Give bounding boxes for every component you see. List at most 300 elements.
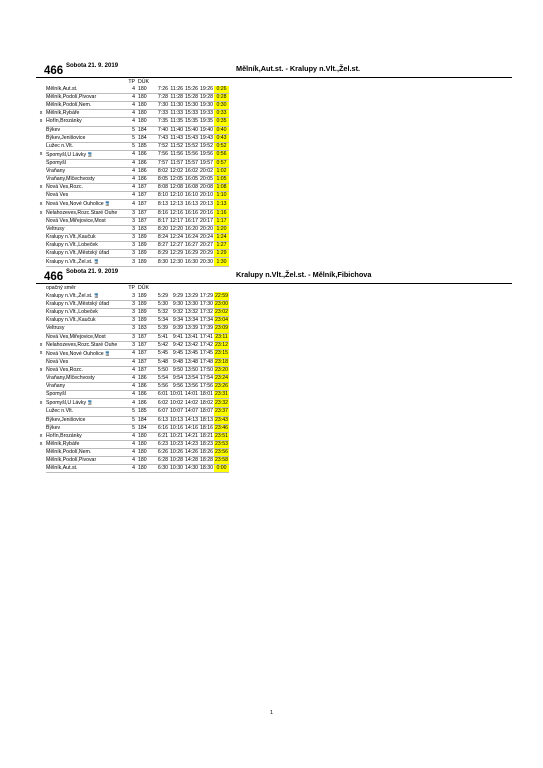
zone-code: 184 [138, 424, 154, 432]
departure-time: 15:30 [185, 102, 198, 109]
stop-name [46, 399, 127, 408]
departure-time: 16:30 [184, 258, 199, 267]
departure-time: 16:13 [184, 200, 199, 209]
tariff-zone: 4 [127, 375, 138, 383]
duk-header: DÚK [138, 285, 149, 291]
departure-time-highlighted: 0:40 [214, 126, 229, 134]
zone-code: 186 [138, 150, 154, 159]
departure-time: 17:41 [200, 333, 213, 340]
departure-time-highlighted: 1:08 [214, 184, 229, 192]
zone-code: 184 [138, 416, 154, 424]
departure-time: 11:28 [170, 94, 183, 101]
departure-time: 14:26 [185, 448, 198, 455]
departure-time: 12:17 [170, 217, 183, 224]
departure-time: 6:07 [154, 408, 169, 416]
tariff-zone: 3 [127, 325, 138, 333]
departure-time-highlighted: 23:20 [215, 366, 228, 373]
departure-time: 9:56 [169, 383, 184, 391]
departure-time-highlighted: 0:52 [214, 142, 229, 150]
stop-name-text: Kralupy n.Vlt.,Žel.st. [46, 293, 93, 300]
zone-code: 187 [138, 341, 154, 349]
departure-time-highlighted: 22:59 [214, 292, 229, 301]
request-stop-mark [36, 86, 46, 94]
zone-code: 185 [138, 142, 154, 150]
request-stop-mark [36, 375, 46, 383]
departure-time: 6:30 [154, 465, 169, 473]
zone-code: 180 [138, 456, 154, 464]
departure-time: 18:23 [200, 440, 213, 447]
table-row [36, 424, 229, 432]
departure-time: 6:01 [154, 391, 169, 399]
departure-time: 8:20 [154, 225, 169, 233]
departure-time: 9:34 [169, 317, 184, 325]
tariff-zone: 5 [127, 126, 138, 134]
departure-time: 9:39 [169, 325, 184, 333]
table-row [36, 150, 229, 159]
header-divider [36, 77, 512, 78]
tariff-zone: 4 [127, 184, 138, 192]
departure-time: 20:16 [200, 209, 213, 216]
departure-time: 9:29 [169, 292, 184, 301]
departure-time: 7:52 [154, 142, 169, 150]
stop-name-text: Spomyšl [46, 159, 66, 166]
request-stop-mark [36, 233, 46, 241]
departure-time: 13:48 [185, 358, 198, 365]
departure-time: 6:13 [154, 416, 169, 424]
tariff-zone: 5 [127, 134, 138, 142]
request-stop-mark [36, 465, 46, 473]
table-row [36, 94, 229, 102]
zone-code: 187 [138, 358, 154, 366]
departure-time: 10:28 [170, 456, 183, 463]
departure-time-highlighted: 1:05 [214, 176, 229, 184]
departure-time: 17:34 [200, 317, 213, 324]
departure-time: 8:29 [154, 249, 169, 257]
zone-code: 187 [138, 209, 154, 217]
departure-time: 20:30 [199, 258, 214, 267]
table-row [36, 102, 229, 110]
departure-time: 17:30 [200, 301, 213, 308]
departure-time: 10:30 [170, 465, 183, 472]
request-stop-mark: x [39, 151, 43, 158]
tariff-zone: 3 [127, 249, 138, 257]
stop-name [46, 349, 127, 358]
tariff-zone: 4 [127, 176, 138, 184]
table-row [36, 465, 229, 473]
stop-name [46, 341, 127, 349]
departure-time-highlighted: 0:33 [214, 110, 229, 118]
departure-time-highlighted: 0:56 [214, 150, 229, 159]
departure-time-highlighted: 1:20 [214, 225, 229, 233]
table-row [36, 456, 229, 464]
stop-name-text: Lužec n.Vlt. [46, 142, 74, 149]
zone-code: 184 [138, 134, 154, 142]
departure-time: 6:21 [154, 432, 169, 440]
direction-label: opačný směr [46, 285, 76, 291]
stop-name [46, 325, 127, 333]
departure-time: 8:30 [154, 258, 169, 267]
stop-name-text: Mělník,Rybáře [46, 110, 80, 117]
tariff-zone: 4 [127, 159, 138, 167]
stop-name [46, 309, 127, 317]
tariff-zone: 4 [127, 94, 138, 102]
tariff-zone: 5 [127, 416, 138, 424]
table-row [36, 416, 229, 424]
zone-code: 180 [138, 102, 154, 110]
stop-name-text: Nová Ves,Rozc. [46, 184, 83, 191]
stop-name [46, 233, 127, 241]
timetable-grid [36, 285, 229, 473]
departure-time: 18:02 [199, 399, 214, 408]
blank-header [199, 79, 214, 86]
departure-time: 13:50 [185, 366, 198, 373]
table-row [36, 168, 229, 176]
departure-time-highlighted: 23:04 [215, 317, 228, 324]
stop-name [46, 150, 127, 159]
departure-time: 12:13 [169, 200, 184, 209]
departure-time: 5:54 [154, 375, 169, 383]
request-stop-mark: x [39, 209, 43, 216]
blank-header [154, 79, 169, 86]
table-row [36, 176, 229, 184]
departure-time: 5:42 [154, 341, 169, 349]
departure-time-highlighted: 0:00 [214, 465, 229, 473]
stop-name [46, 432, 127, 440]
departure-time-highlighted: 23:00 [215, 301, 228, 308]
departure-time: 19:57 [200, 159, 213, 166]
tariff-zone: 4 [127, 118, 138, 126]
departure-time: 20:27 [200, 241, 213, 248]
service-date: Sobota 21. 9. 2019 [66, 63, 119, 69]
departure-time-highlighted: 23:53 [215, 440, 228, 447]
departure-time: 9:42 [169, 341, 184, 349]
zone-code: 186 [138, 159, 154, 167]
departure-time: 20:24 [200, 233, 213, 240]
stop-name-text: Mělník,Rybáře [46, 440, 80, 447]
departure-time: 18:30 [200, 465, 213, 472]
departure-time: 11:52 [170, 142, 183, 149]
zone-code: 189 [138, 301, 154, 309]
departure-time: 8:27 [154, 241, 169, 249]
tariff-zone: 4 [127, 456, 138, 464]
departure-time: 20:08 [200, 184, 213, 191]
timetable-grid [36, 79, 229, 267]
request-stop-mark: x [39, 200, 43, 207]
stop-name [46, 358, 127, 366]
request-stop-mark [36, 249, 46, 257]
train-connection-icon: 🚆 [92, 293, 100, 299]
request-stop-mark [36, 424, 46, 432]
departure-time: 9:50 [169, 366, 184, 374]
stop-name [46, 134, 127, 142]
tariff-zone: 5 [127, 142, 138, 150]
tariff-zone: 4 [127, 349, 138, 358]
departure-time: 13:29 [184, 292, 199, 301]
departure-time: 11:33 [170, 110, 183, 117]
stop-name-text: Býkev,Jenišovice [46, 134, 86, 141]
tariff-zone: 4 [127, 102, 138, 110]
departure-time: 10:26 [170, 448, 183, 455]
stop-name [46, 86, 127, 94]
timetable-header [36, 269, 512, 283]
zone-code: 189 [138, 317, 154, 325]
departure-time: 5:56 [154, 383, 169, 391]
tariff-zone: 3 [127, 217, 138, 225]
departure-time-highlighted: 23:12 [215, 341, 228, 348]
stop-name-text: Býkev [46, 424, 61, 431]
departure-time: 9:48 [169, 358, 184, 366]
request-stop-mark: x [39, 350, 43, 357]
blank-header [199, 285, 214, 292]
departure-time: 15:26 [185, 86, 198, 93]
tariff-zone: 5 [127, 424, 138, 432]
departure-time: 16:29 [185, 249, 198, 256]
stop-name-text: Nová Ves [46, 192, 69, 199]
table-row [36, 358, 229, 366]
stop-name [46, 217, 127, 225]
departure-time: 19:40 [200, 126, 213, 133]
stop-name-text: Nová Ves [46, 358, 69, 365]
departure-time: 15:57 [185, 159, 198, 166]
stop-name-text: Nová Ves,Nové Ouholice [46, 201, 104, 208]
stop-name-text: Vraňany [46, 383, 66, 390]
stop-name [46, 408, 127, 416]
stop-name [46, 184, 127, 192]
zone-code: 187 [138, 349, 154, 358]
tariff-zone: 4 [127, 465, 138, 473]
table-row [36, 241, 229, 249]
request-stop-mark [36, 301, 46, 309]
departure-time-highlighted: 1:10 [214, 192, 229, 200]
tariff-zone: 4 [127, 448, 138, 456]
request-stop-mark [36, 217, 46, 225]
stop-name [46, 249, 127, 257]
departure-time-highlighted: 23:24 [215, 375, 228, 382]
departure-time: 6:28 [154, 456, 169, 464]
departure-time: 13:39 [185, 325, 198, 332]
stop-name [46, 375, 127, 383]
departure-time: 13:41 [185, 333, 198, 340]
duk-header: DÚK [138, 79, 149, 85]
request-stop-mark [36, 383, 46, 391]
table-row [36, 126, 229, 134]
departure-time: 10:21 [170, 432, 183, 439]
departure-time: 10:23 [170, 440, 183, 447]
departure-time: 17:48 [200, 358, 213, 365]
table-row [36, 142, 229, 150]
table-row [36, 349, 229, 358]
departure-time: 17:50 [200, 366, 213, 373]
stop-name-text: Vraňany [46, 168, 66, 175]
departure-time-highlighted: 23:02 [215, 309, 228, 316]
departure-time: 15:28 [185, 94, 198, 101]
tariff-zone: 3 [127, 241, 138, 249]
departure-time: 12:20 [170, 225, 183, 232]
zone-code: 180 [138, 448, 154, 456]
departure-time: 20:10 [200, 192, 213, 199]
departure-time: 14:07 [185, 408, 198, 415]
departure-time: 5:45 [154, 349, 169, 358]
departure-time: 19:52 [200, 142, 213, 149]
tariff-zone: 4 [127, 168, 138, 176]
departure-time: 20:13 [199, 200, 214, 209]
zone-code: 187 [138, 184, 154, 192]
train-connection-icon: 🚆 [103, 350, 111, 356]
request-stop-mark [36, 456, 46, 464]
tariff-zone: 4 [127, 440, 138, 448]
stop-name-text: Nelahozeves,Rozc.Staré Ouhe [46, 341, 118, 348]
column-header-row [36, 285, 229, 292]
zone-code: 189 [138, 249, 154, 257]
stop-name [46, 126, 127, 134]
request-stop-mark [36, 292, 46, 301]
stop-name [46, 317, 127, 325]
stop-name [46, 142, 127, 150]
departure-time: 5:30 [154, 301, 169, 309]
table-row [36, 440, 229, 448]
zone-code: 187 [138, 217, 154, 225]
blank-header [169, 285, 184, 292]
stop-name-text: Býkev [46, 126, 61, 133]
departure-time: 12:24 [170, 233, 183, 240]
stop-name-text: Vraňany,Mlčechvosty [46, 176, 95, 183]
tariff-zone: 4 [127, 383, 138, 391]
stop-name [46, 440, 127, 448]
stop-name-text: Vraňany,Mlčechvosty [46, 375, 95, 382]
departure-time: 19:43 [200, 134, 213, 141]
departure-time-highlighted: 23:32 [214, 399, 229, 408]
zone-code: 180 [138, 465, 154, 473]
table-row [36, 408, 229, 416]
stop-name-text: Kralupy n.Vlt.,Městský úřad [46, 301, 110, 308]
stop-name [46, 366, 127, 374]
departure-time: 16:16 [185, 209, 198, 216]
stop-name-text: Býkev,Jenišovice [46, 416, 86, 423]
departure-time-highlighted: 23:18 [215, 358, 228, 365]
zone-code: 180 [138, 110, 154, 118]
x-col-header [36, 79, 46, 86]
departure-time-highlighted: 23:43 [215, 416, 228, 423]
stop-name [46, 416, 127, 424]
departure-time: 10:16 [170, 424, 183, 431]
request-stop-mark [36, 325, 46, 333]
departure-time-highlighted: 1:30 [214, 258, 229, 267]
blank-header [214, 285, 229, 292]
departure-time: 17:54 [200, 375, 213, 382]
zone-code: 187 [138, 366, 154, 374]
blank-header [184, 285, 199, 292]
departure-time-highlighted: 0:26 [214, 86, 229, 94]
departure-time: 12:02 [170, 168, 183, 175]
request-stop-mark [36, 192, 46, 200]
line-number: 466 [44, 65, 64, 77]
departure-time-highlighted: 23:31 [215, 391, 228, 398]
tp-header: TP [128, 79, 135, 85]
departure-time: 6:02 [154, 399, 169, 408]
departure-time: 16:08 [185, 184, 198, 191]
departure-time: 9:32 [169, 309, 184, 317]
stop-name [46, 168, 127, 176]
stop-name [46, 176, 127, 184]
zone-code: 186 [138, 391, 154, 399]
zone-code: 183 [138, 225, 154, 233]
stop-name [46, 209, 127, 217]
zone-code: 186 [138, 383, 154, 391]
departure-time-highlighted: 23:09 [215, 325, 228, 332]
tp-header: TP [128, 285, 135, 291]
request-stop-mark [36, 391, 46, 399]
departure-time: 18:21 [200, 432, 213, 439]
departure-time: 20:02 [200, 168, 213, 175]
train-connection-icon: 🚆 [86, 151, 93, 157]
departure-time: 5:50 [154, 366, 169, 374]
request-stop-mark [36, 168, 46, 176]
request-stop-mark [36, 134, 46, 142]
departure-time: 7:43 [154, 134, 169, 142]
departure-time: 12:08 [170, 184, 183, 191]
departure-time: 13:32 [185, 309, 198, 316]
stop-name-text: Kralupy n.Vlt.,Žel.st. [46, 259, 93, 266]
stop-name-text: Mělník,Aut.st. [46, 465, 78, 472]
departure-time: 15:33 [185, 110, 198, 117]
departure-time: 20:05 [200, 176, 213, 183]
departure-time-highlighted: 1:27 [214, 241, 229, 249]
departure-time: 16:17 [185, 217, 198, 224]
tariff-zone: 4 [127, 358, 138, 366]
table-row [36, 159, 229, 167]
departure-time: 11:30 [170, 102, 183, 109]
table-row [36, 86, 229, 94]
departure-time: 11:26 [170, 86, 183, 93]
departure-time: 8:16 [154, 209, 169, 217]
departure-time: 8:17 [154, 217, 169, 225]
departure-time: 15:52 [185, 142, 198, 149]
blank-header [214, 79, 229, 86]
departure-time-highlighted: 1:13 [214, 200, 229, 209]
zone-code: 185 [138, 408, 154, 416]
stop-name [46, 258, 127, 267]
table-row [36, 325, 229, 333]
table-row [36, 309, 229, 317]
table-row [36, 301, 229, 309]
zone-code: 180 [138, 94, 154, 102]
departure-time: 14:01 [185, 391, 198, 398]
tariff-zone: 3 [127, 317, 138, 325]
departure-time: 7:33 [154, 110, 169, 118]
departure-time: 19:33 [200, 110, 213, 117]
request-stop-mark [36, 333, 46, 341]
x-col-header [36, 285, 46, 292]
departure-time: 11:40 [170, 126, 183, 133]
request-stop-mark: x [39, 440, 43, 447]
tariff-zone: 4 [127, 200, 138, 209]
zone-code: 184 [138, 126, 154, 134]
tariff-zone: 3 [127, 209, 138, 217]
stop-name-text: Spomyšl,U Lávky [46, 151, 87, 158]
tariff-zone: 4 [127, 391, 138, 399]
departure-time-highlighted: 1:24 [214, 233, 229, 241]
table-row [36, 317, 229, 325]
departure-time: 11:56 [169, 150, 184, 159]
stop-name-text: Kralupy n.Vlt.,Lobeček [46, 241, 98, 248]
departure-time: 5:29 [154, 292, 169, 301]
stop-name [46, 448, 127, 456]
zone-code: 180 [138, 118, 154, 126]
departure-time: 19:56 [199, 150, 214, 159]
departure-time: 12:16 [170, 209, 183, 216]
tariff-zone: 3 [127, 258, 138, 267]
departure-time: 20:20 [200, 225, 213, 232]
